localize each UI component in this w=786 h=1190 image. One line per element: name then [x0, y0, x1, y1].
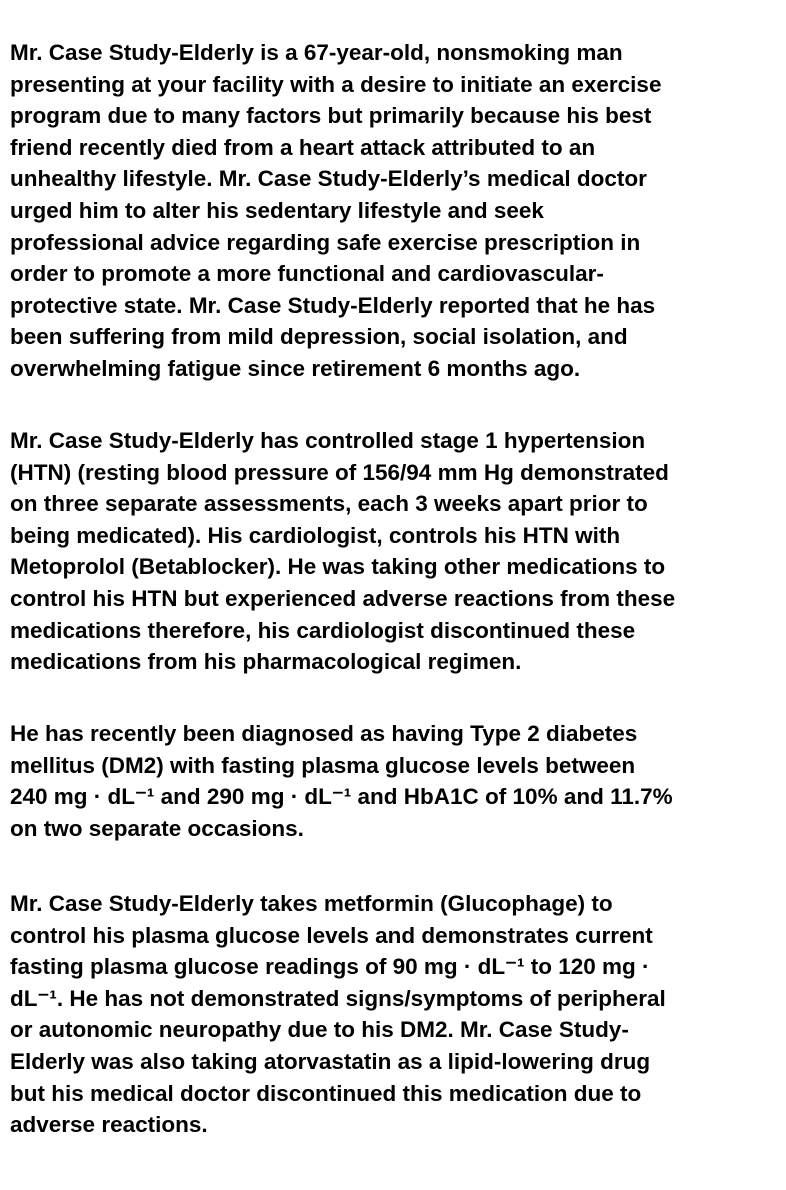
text-line: on two separate occasions.	[10, 815, 304, 841]
text-line: Mr. Case Study-Elderly is a 67-year-old, nonsmoking man	[10, 40, 623, 65]
text-line: overwhelming fatigue since retirement 6 months ago.	[10, 355, 581, 381]
text-line: or autonomic neuropathy due to his DM2. Mr. Case Study-	[10, 1017, 629, 1043]
text-line: medications from his pharmacological regimen.	[10, 649, 522, 675]
text-line: been suffering from mild depression, social isolation, and	[10, 324, 628, 350]
paragraph-hypertension	[10, 425, 675, 678]
paragraph-medications	[10, 888, 666, 1141]
text-line: dL⁻¹. He has not demonstrated signs/symptoms of peripheral	[10, 985, 666, 1011]
text-line: 240 mg · dL⁻¹ and 290 mg · dL⁻¹ and HbA1C of 10% and 11.7%	[10, 784, 673, 810]
text-line: presenting at your facility with a desire to initiate an exercise	[10, 71, 662, 97]
text-line: unhealthy lifestyle. Mr. Case Study-Elderly’s medical doctor	[10, 166, 647, 192]
text-line: control his plasma glucose levels and demonstrates current	[10, 922, 653, 948]
text-line: Mr. Case Study-Elderly has controlled stage 1 hypertension	[10, 428, 646, 453]
text-line: (HTN) (resting blood pressure of 156/94 mm Hg demonstrated	[10, 459, 669, 485]
text-line: Metoprolol (Betablocker). He was taking other medications to	[10, 554, 666, 580]
text-line: but his medical doctor discontinued this medication due to	[10, 1080, 642, 1106]
text-line: program due to many factors but primarily because his best	[10, 103, 652, 129]
text-line: order to promote a more functional and cardiovascular-	[10, 261, 604, 287]
text-line: on three separate assessments, each 3 weeks apart prior to	[10, 491, 648, 517]
text-line: friend recently died from a heart attack attributed to an	[10, 134, 596, 160]
text-line: Elderly was also taking atorvastatin as a lipid-lowering drug	[10, 1048, 651, 1074]
text-line: medications therefore, his cardiologist discontinued these	[10, 617, 636, 643]
text-line: being medicated). His cardiologist, controls his HTN with	[10, 522, 621, 548]
paragraph-diabetes-diagnosis	[10, 718, 673, 844]
text-line: mellitus (DM2) with fasting plasma glucose levels between	[10, 752, 636, 778]
text-line: fasting plasma glucose readings of 90 mg · dL⁻¹ to 120 mg ·	[10, 954, 650, 980]
text-line: urged him to alter his sedentary lifestyle and seek	[10, 197, 544, 223]
text-line: control his HTN but experienced adverse reactions from these	[10, 585, 676, 611]
paragraph-patient-background	[10, 37, 661, 385]
text-line: Mr. Case Study-Elderly takes metformin (Glucophage) to	[10, 891, 613, 916]
text-line: He has recently been diagnosed as having Type 2 diabetes	[10, 721, 638, 746]
text-line: protective state. Mr. Case Study-Elderly reported that he has	[10, 292, 656, 318]
text-line: professional advice regarding safe exercise prescription in	[10, 229, 641, 255]
text-line: adverse reactions.	[10, 1112, 208, 1138]
